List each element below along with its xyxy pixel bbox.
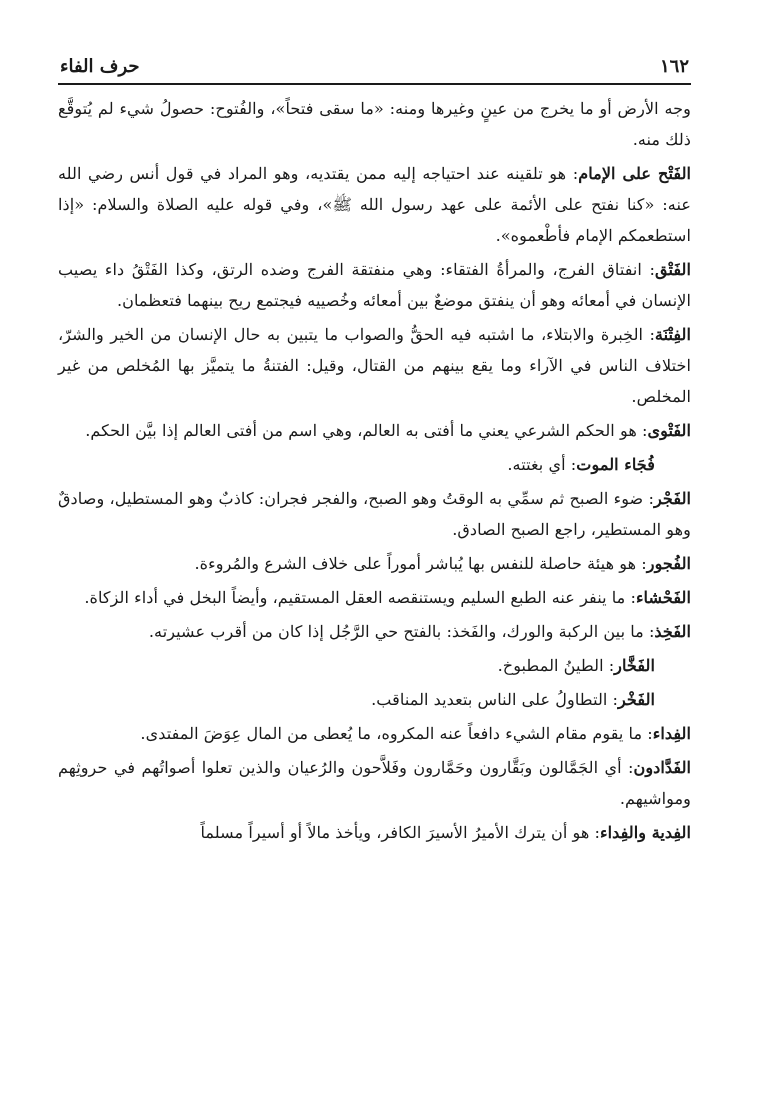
dictionary-entry <box>58 582 691 613</box>
entry-definition: : هو أن يترك الأميرُ الأسيرَ الكافر، ويأخذ مالاً أو أسيراً مسلماً <box>200 823 601 842</box>
entry-definition: : ما بين الركبة والورك، والفَخذ: بالفتح حي الرَّجُل إذا كان من أقرب عشيرته. <box>148 622 655 641</box>
entry-definition: : ضوء الصبح ثم سمِّي به الوقتُ وهو الصبح، والفجر فجران: كاذبٌ وهو المستطيل، وصادقٌ وهو المستطير، راجع الصبح الصادق. <box>58 489 691 539</box>
dictionary-entry <box>58 158 691 251</box>
entry-definition: : الطينُ المطبوخ. <box>497 656 615 675</box>
dictionary-entry <box>58 254 691 316</box>
entry-definition: : هو هيئة حاصلة للنفس بها يُباشر أموراً على خلاف الشرع والمُروءة. <box>194 554 647 573</box>
entry-definition: : أي بغتته. <box>507 455 577 474</box>
entry-term: الفَخَّار <box>614 656 655 675</box>
entry-term: فُجَاء الموت <box>576 455 655 474</box>
entry-term: الفَتْق <box>654 260 691 279</box>
dictionary-entry <box>58 718 691 749</box>
entry-definition: : ما ينفر عنه الطبع السليم ويستنقصه العقل المستقيم، وأيضاً البخل في أداء الزكاة. <box>84 588 636 607</box>
entry-term: الفِداء <box>652 724 691 743</box>
entry-definition: وجه الأرض أو ما يخرج من عينٍ وغيرها ومنه: «ما سقى فتحاً»، والفُتوح: حصولُ شيء لم يُتوقَّع ذلك منه. <box>58 99 691 149</box>
entry-term: الفِتْنَة <box>654 325 691 344</box>
dictionary-entry <box>58 93 691 155</box>
dictionary-entry <box>58 415 691 446</box>
entry-definition: : هو تلقينه عند احتياجه إليه ممن يقتديه، وهو المراد في قول أنس رضي الله عنه: «كنا نفتح على الأئمة على عهد رسول الله ﷺ»، وفي قوله عليه الصلاة والسلام: «إذا استطعمكم الإمام فأطْعموه». <box>58 164 691 245</box>
dictionary-entry <box>58 319 691 412</box>
entry-definition: : أي الجَمَّالون وبَقَّارون وحَمَّارون وفَلاَّحون والرُعيان والذين تعلوا أصواتُهم في حروثِهم ومواشيهم. <box>58 758 691 808</box>
entry-definition: : هو الحكم الشرعي يعني ما أفتى به العالم، وهي اسم من أفتى العالم إذا بيَّن الحكم. <box>85 421 648 440</box>
book-page <box>58 56 691 851</box>
dictionary-entry <box>58 548 691 579</box>
entry-term: الفَخْر <box>618 690 655 709</box>
entry-term: الفُجور <box>646 554 691 573</box>
dictionary-entry <box>58 684 691 715</box>
entry-definition: : التطاولُ على الناس بتعديد المناقب. <box>371 690 618 709</box>
entry-term: الفِدية والفِداء <box>600 823 691 842</box>
dictionary-entry <box>58 752 691 814</box>
entry-term: الفَدَّادون <box>633 758 691 777</box>
entry-term: الفَتْح على الإمام <box>578 164 692 183</box>
entry-definition: : ما يقوم مقام الشيء دافعاً عنه المكروه، ما يُعطى من المال عِوَضَ المفتدى. <box>140 724 653 743</box>
entry-term: الفَتْوى <box>647 421 691 440</box>
entry-term: الفَخِذ <box>654 622 691 641</box>
entry-definition: : انفتاق الفرج، والمرأةُ الفتقاء: وهي منفتقة الفرج وضده الرتق، وكذا الفَتْقُ داء يصيب الإنسان في أمعائه وهو أن ينفتق موضعٌ بين أمعائه وخُصييه فيجتمع ريح بينهما فتعظمان. <box>58 260 691 310</box>
dictionary-entry <box>58 650 691 681</box>
entry-term: الفَحْشاء <box>635 588 691 607</box>
section-title: حرف الفاء <box>60 56 140 77</box>
dictionary-entry <box>58 483 691 545</box>
dictionary-entry <box>58 817 691 848</box>
entry-term: الفَجْر <box>654 489 691 508</box>
dictionary-entry <box>58 616 691 647</box>
dictionary-entry <box>58 449 691 480</box>
page-number: ١٦٢ <box>659 56 689 77</box>
entry-definition: : الخِبرة والابتلاء، ما اشتبه فيه الحقُّ والصواب ما يتبين به حال الإنسان من الخير والشرّ، اختلاف الناس في الآراء وما يقع بينهم من القتال، وقيل: الفتنةُ ما يتميَّز بها المُخلص من غير المخلص. <box>58 325 691 406</box>
running-header <box>58 56 691 85</box>
dictionary-entries <box>58 85 691 848</box>
